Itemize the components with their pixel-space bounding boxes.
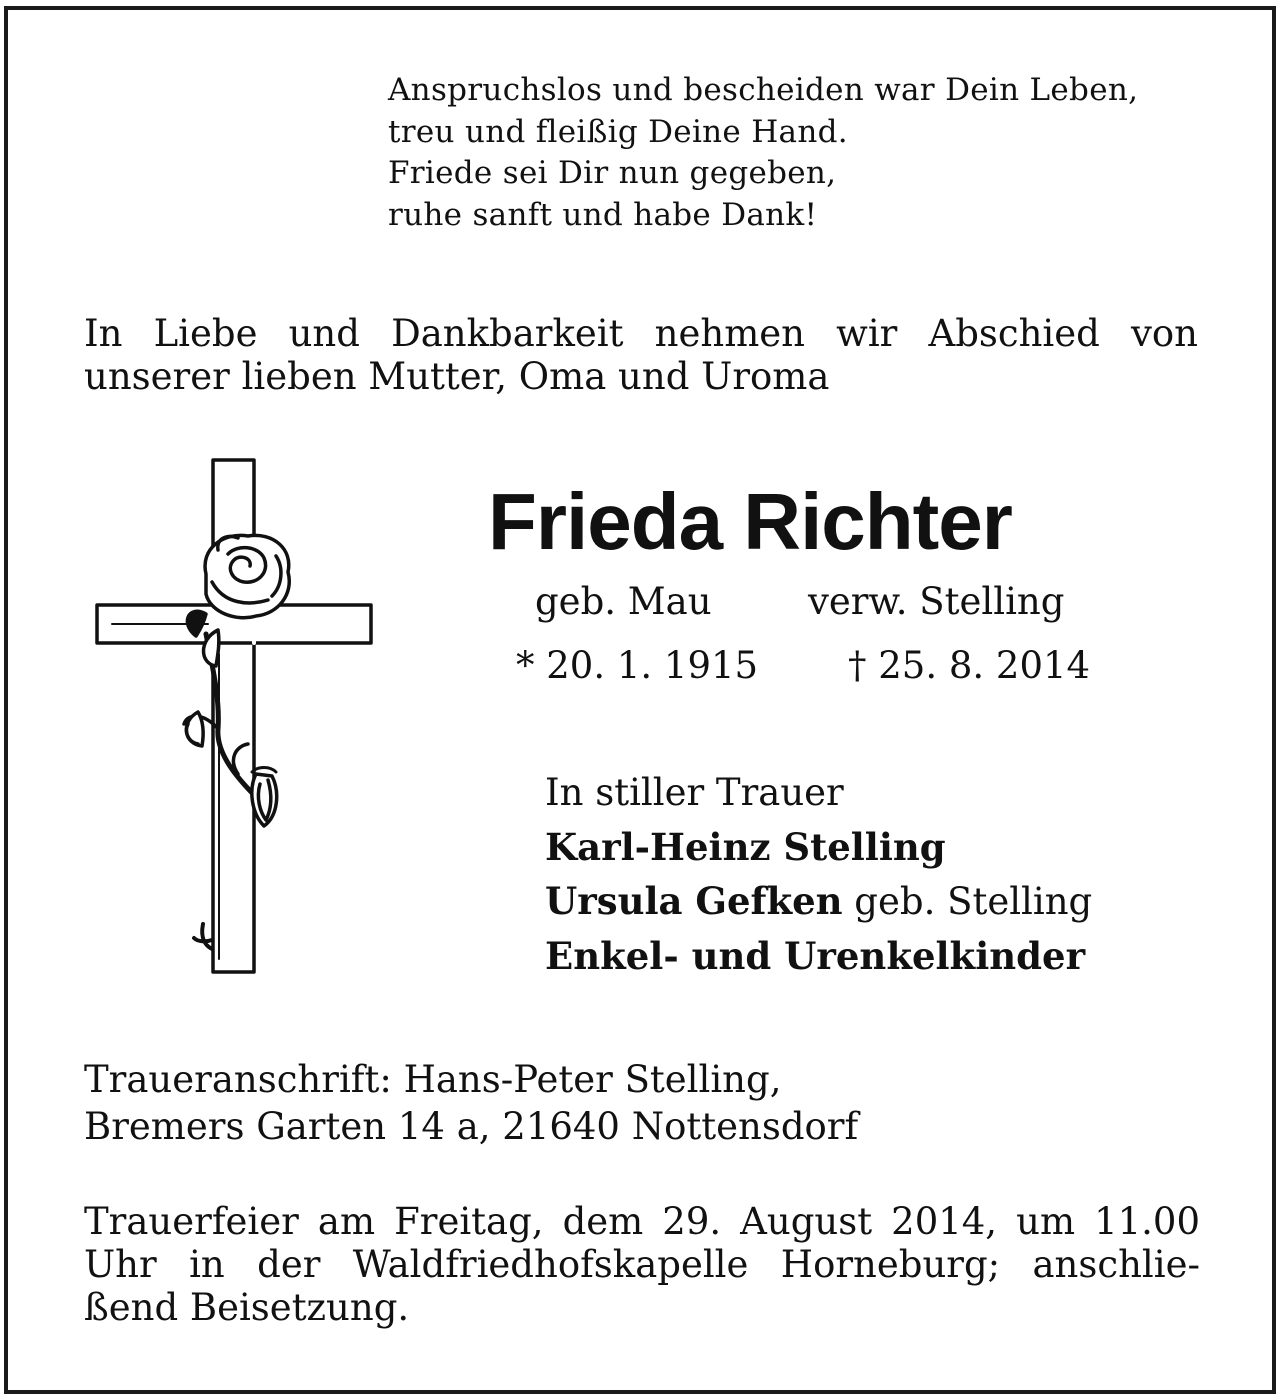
cross-with-rose-icon: [88, 454, 384, 978]
mourner-name: Ursula Gefken: [545, 879, 843, 923]
intro-line: unserer lieben Mutter, Oma und Uroma: [84, 355, 830, 398]
death-date: † 25. 8. 2014: [848, 644, 1091, 687]
poem-line: Friede sei Dir nun gegeben,: [388, 155, 837, 191]
intro-text: [84, 312, 1198, 398]
birth-date: * 20. 1. 1915: [516, 644, 759, 687]
mourner: Karl-Heinz Stelling: [545, 825, 946, 869]
ceremony-details: [84, 1200, 1200, 1329]
maiden-name: geb. Mau: [535, 580, 712, 623]
mourner-group: Enkel- und Urenkelkinder: [545, 934, 1086, 978]
mourners-list: [545, 766, 1185, 983]
poem: [388, 70, 1248, 236]
address-line: Traueranschrift: Hans-Peter Stelling,: [84, 1058, 782, 1101]
mourners-heading: In stiller Trauer: [545, 771, 844, 814]
deceased-name: Frieda Richter: [488, 477, 1012, 566]
poem-line: treu und fleißig Deine Hand.: [388, 113, 848, 150]
poem-line: Anspruchslos und bescheiden war Dein Leben,: [388, 72, 1139, 108]
intro-line: In Liebe und Dankbarkeit nehmen wir Abschied von: [84, 312, 1198, 355]
poem-line: ruhe sanft und habe Dank!: [388, 196, 818, 233]
ceremony-line: Trauerfeier am Freitag, dem 29. August 2014, um 11.00: [84, 1200, 1200, 1243]
widowed-name: verw. Stelling: [808, 580, 1065, 623]
mourning-address: [84, 1056, 1204, 1150]
mourner-suffix: geb. Stelling: [842, 880, 1093, 923]
ceremony-line: ßend Beisetzung.: [84, 1286, 410, 1329]
address-line: Bremers Garten 14 a, 21640 Nottensdorf: [84, 1105, 859, 1148]
mourner: [545, 874, 1185, 929]
ceremony-line: Uhr in der Waldfriedhofskapelle Horneburg; anschlie-: [84, 1243, 1200, 1286]
